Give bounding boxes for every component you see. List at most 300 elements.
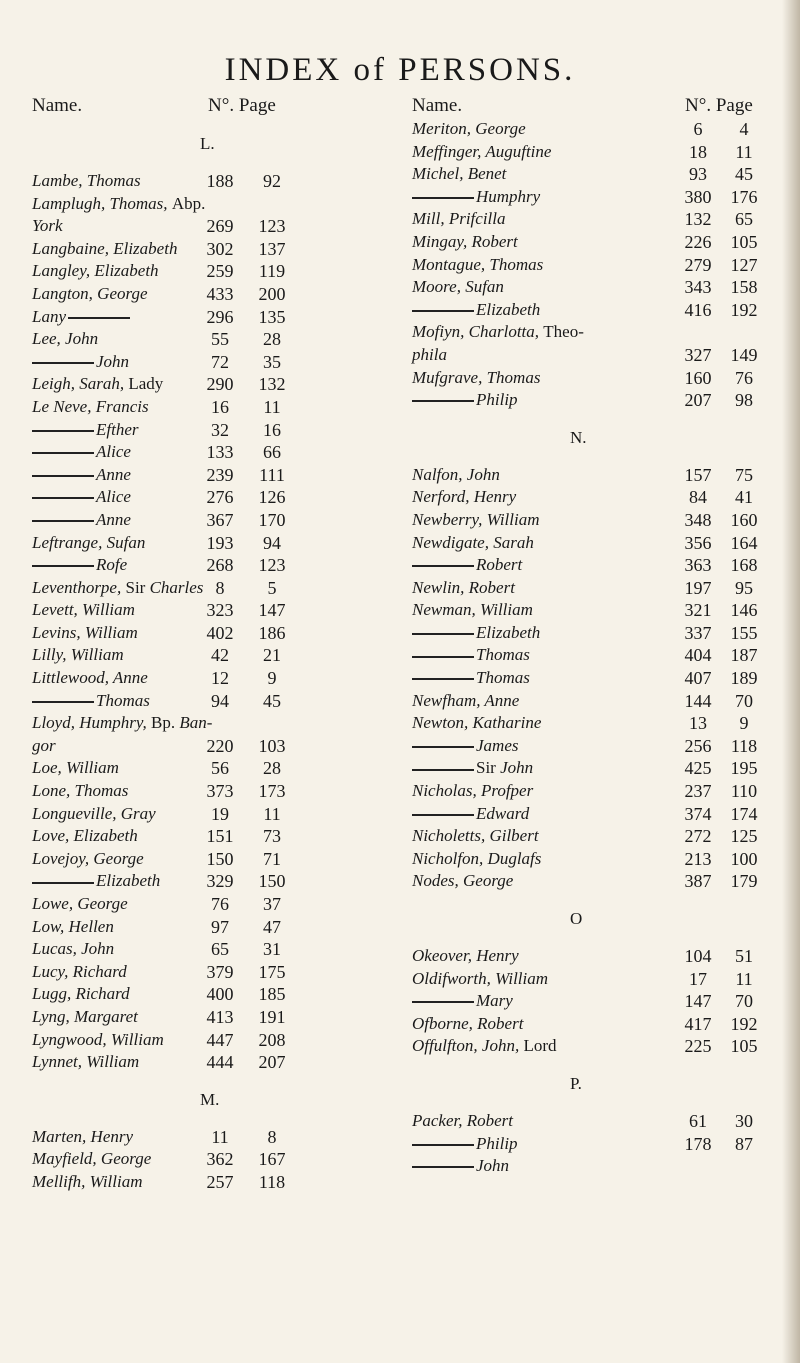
entry-name <box>32 758 119 778</box>
entry-name-text: Newdigate, Sarah <box>412 532 534 552</box>
index-entry <box>0 442 400 465</box>
entry-name <box>32 917 114 937</box>
entry-name <box>32 352 129 372</box>
entry-number: 132 <box>684 209 712 230</box>
index-entry <box>0 239 400 262</box>
entry-number: 178 <box>684 1133 712 1154</box>
index-entry <box>0 194 400 217</box>
entry-page: 28 <box>263 329 281 350</box>
entry-number: 17 <box>689 968 707 989</box>
entry-page: 98 <box>735 390 753 411</box>
index-entry <box>0 1052 400 1075</box>
entry-page: 179 <box>730 871 758 892</box>
entry-number: 327 <box>684 344 712 365</box>
index-entry <box>400 600 800 623</box>
entry-page: 28 <box>263 758 281 779</box>
ditto-dash <box>412 197 474 199</box>
left-column <box>0 95 400 1195</box>
index-entry <box>400 804 800 827</box>
entry-number: 239 <box>206 464 234 485</box>
entry-name-text: Nalfon, John <box>412 464 500 484</box>
entry-name <box>412 1156 509 1176</box>
entry-number: 257 <box>206 1171 234 1192</box>
index-entry <box>400 826 800 849</box>
entry-number: 72 <box>211 351 229 372</box>
entry-name-text: Mufgrave, Thomas <box>412 367 541 387</box>
ditto-dash <box>32 452 94 454</box>
page-title: INDEX of PERSONS. <box>224 52 576 88</box>
entry-name-text: Lone, Thomas <box>32 781 129 801</box>
entry-page: 187 <box>730 645 758 666</box>
entry-name <box>412 277 504 297</box>
entry-page: 30 <box>735 1110 753 1131</box>
entry-name-text: Offulfton, John, <box>412 1036 520 1056</box>
entry-name-text: Elizabeth <box>476 622 541 642</box>
entry-number: 290 <box>206 374 234 395</box>
entry-name-text: Elizabeth <box>476 299 541 319</box>
entry-number: 272 <box>684 826 712 847</box>
index-entry <box>0 826 400 849</box>
entry-name-text: Loe, William <box>32 758 119 778</box>
ditto-dash <box>412 814 474 816</box>
index-entry <box>0 917 400 940</box>
entry-page: 45 <box>735 164 753 185</box>
entry-name <box>32 1149 151 1169</box>
entry-name <box>32 216 63 236</box>
index-entry <box>0 374 400 397</box>
entry-page: 9 <box>267 668 277 689</box>
entry-name <box>32 284 148 304</box>
entry-number: 213 <box>684 848 712 869</box>
entry-name <box>32 781 128 801</box>
section-letter <box>400 413 800 465</box>
ditto-dash <box>412 633 474 635</box>
entry-name-text: Elizabeth <box>96 871 161 891</box>
entry-name <box>412 209 506 229</box>
ditto-dash <box>412 565 474 567</box>
entry-name-text: Mingay, Robert <box>412 231 518 251</box>
index-entry <box>0 465 400 488</box>
index-entry <box>0 758 400 781</box>
entry-name-text: Lynnet, William <box>32 1052 140 1072</box>
entry-number: 296 <box>206 306 234 327</box>
entry-name-text: Philip <box>476 1133 518 1153</box>
entry-name <box>412 119 526 139</box>
entry-name <box>412 946 519 966</box>
entry-name <box>32 984 130 1004</box>
entry-name <box>412 232 518 252</box>
index-entry <box>400 255 800 278</box>
entry-number: 367 <box>206 509 234 530</box>
ditto-dash <box>412 746 474 748</box>
entry-page: 158 <box>730 277 758 298</box>
index-entry <box>400 578 800 601</box>
entry-number: 197 <box>684 577 712 598</box>
entry-page: 11 <box>735 141 753 162</box>
right-column <box>400 95 800 1179</box>
entry-number: 323 <box>206 600 234 621</box>
entry-name-text: Mayfield, George <box>32 1149 152 1169</box>
index-entry <box>0 1172 400 1195</box>
entry-name <box>412 1036 557 1056</box>
entry-name-text: Langbaine, Elizabeth <box>32 238 178 258</box>
entry-number: 8 <box>215 577 225 598</box>
entry-number: 104 <box>684 946 712 966</box>
entry-page: 16 <box>263 419 281 440</box>
ditto-dash <box>32 701 94 703</box>
entry-name-text: Love, Elizabeth <box>32 826 138 846</box>
entry-page: 195 <box>730 758 758 779</box>
entry-name-text: Anne <box>96 509 131 529</box>
entry-name <box>32 239 177 259</box>
entry-number: 18 <box>689 141 707 162</box>
entry-number: 276 <box>206 487 234 508</box>
entry-name <box>32 194 205 214</box>
entry-page: 192 <box>730 299 758 320</box>
entry-number: 407 <box>684 668 712 689</box>
entry-name <box>32 555 127 575</box>
index-entry <box>0 555 400 578</box>
entry-number: 268 <box>206 555 234 576</box>
entry-page: 47 <box>263 916 281 937</box>
entry-page: 192 <box>730 1013 758 1034</box>
index-entry <box>400 300 800 323</box>
entry-page: 185 <box>258 984 286 1005</box>
entry-name-text: John <box>96 351 130 371</box>
entry-number: 56 <box>211 758 229 779</box>
entry-number: 433 <box>206 283 234 304</box>
entry-name <box>412 713 541 733</box>
entry-name <box>32 533 145 553</box>
entry-name <box>412 600 533 620</box>
entry-name-text: Charles <box>149 577 204 597</box>
entry-name <box>412 691 519 711</box>
entry-name-text: Le Neve, Francis <box>32 396 149 416</box>
entry-name-text: Newberry, William <box>412 509 540 529</box>
entry-page: 174 <box>730 803 758 824</box>
entry-number: 65 <box>211 939 229 960</box>
entry-name <box>32 487 131 507</box>
entry-page: 11 <box>263 396 281 417</box>
index-entry <box>400 1111 800 1134</box>
entry-name <box>412 645 530 665</box>
index-entry <box>400 533 800 556</box>
entry-page: 170 <box>258 509 286 530</box>
entry-number: 425 <box>684 758 712 779</box>
entry-name-text: Mary <box>476 991 513 1011</box>
entry-number: 94 <box>211 690 229 711</box>
entry-page: 208 <box>258 1029 286 1050</box>
page-edge-shadow <box>782 0 800 1363</box>
index-entry <box>0 962 400 985</box>
entry-page: 110 <box>730 781 758 802</box>
entry-name <box>32 668 148 688</box>
ditto-dash <box>32 882 94 884</box>
entry-name-text: Nerford, Henry <box>412 487 517 507</box>
entry-name-text: Nodes, George <box>412 871 514 891</box>
entry-number: 16 <box>211 396 229 417</box>
entry-title: Bp. <box>151 713 176 733</box>
entry-number: 42 <box>211 645 229 666</box>
ditto-dash <box>412 1166 474 1168</box>
entry-name-text: York <box>32 216 63 236</box>
index-entry <box>400 1014 800 1037</box>
entry-page: 167 <box>258 1149 286 1170</box>
entry-page: 118 <box>730 735 758 756</box>
entry-name-text: Ofborne, Robert <box>412 1013 524 1033</box>
entry-number: 133 <box>206 442 234 463</box>
entry-name <box>412 533 534 553</box>
entry-name-text: Mill, Prifcilla <box>412 209 506 229</box>
entry-name-text: Edward <box>476 803 530 823</box>
index-entry <box>400 119 800 142</box>
entry-number: 6 <box>693 119 703 139</box>
entry-name-text: Littlewood, Anne <box>32 668 148 688</box>
entry-number: 447 <box>206 1029 234 1050</box>
entry-name <box>32 962 127 982</box>
entry-name <box>32 1030 164 1050</box>
entry-name-text: Langley, Elizabeth <box>32 261 159 281</box>
entry-page: 123 <box>258 216 286 237</box>
entry-page: 71 <box>263 848 281 869</box>
entry-name <box>412 804 529 824</box>
entry-page: 191 <box>258 1006 286 1027</box>
index-entry <box>0 397 400 420</box>
entry-name-text: Langton, George <box>32 283 148 303</box>
entry-name-text: Packer, Robert <box>412 1110 514 1130</box>
index-entry <box>400 487 800 510</box>
entry-name-text: Michel, Benet <box>412 164 507 184</box>
entry-name <box>412 623 540 643</box>
entry-name-text: Lilly, William <box>32 645 124 665</box>
entry-name <box>32 171 141 191</box>
index-entry <box>0 781 400 804</box>
entry-number: 61 <box>689 1110 707 1131</box>
entry-name <box>412 991 513 1011</box>
ditto-dash <box>32 362 94 364</box>
entry-number: 13 <box>689 713 707 734</box>
entry-page: 175 <box>258 961 286 982</box>
entry-page: 75 <box>735 464 753 485</box>
entry-name <box>412 849 541 869</box>
entry-title: Sir <box>476 758 496 778</box>
entry-page: 37 <box>263 894 281 914</box>
entry-name <box>32 307 132 327</box>
entry-page: 168 <box>730 555 758 576</box>
entry-page: 8 <box>267 1126 277 1147</box>
entry-name-text: Moore, Sufan <box>412 277 504 297</box>
entry-name <box>32 600 135 620</box>
index-entry <box>400 465 800 488</box>
entry-name <box>32 510 131 530</box>
entry-name-text: Lloyd, Humphry, <box>32 713 147 733</box>
entry-title: Theo- <box>543 322 584 342</box>
entry-name <box>412 510 540 530</box>
entry-name-text: Nicholas, Profper <box>412 781 534 801</box>
index-entry <box>0 804 400 827</box>
index-entry <box>0 307 400 330</box>
section-label: M. <box>200 1089 220 1109</box>
index-entry <box>0 261 400 284</box>
index-entry <box>400 946 800 969</box>
entry-page: 31 <box>263 939 281 960</box>
entry-name <box>412 826 539 846</box>
entry-name <box>32 736 56 756</box>
index-entry <box>400 277 800 300</box>
section-label: L. <box>200 134 215 153</box>
entry-page: 160 <box>730 509 758 530</box>
entry-name-text: Oldifworth, William <box>412 968 549 988</box>
section-letter <box>0 119 400 171</box>
entry-name-text: Newton, Katharine <box>412 713 542 733</box>
entry-number: 373 <box>206 781 234 802</box>
section-label: P. <box>570 1073 582 1093</box>
entry-name <box>412 487 516 507</box>
index-entry <box>0 216 400 239</box>
entry-name-text: Newlin, Robert <box>412 577 515 597</box>
index-entry <box>0 691 400 714</box>
entry-name-text: Alice <box>96 487 131 507</box>
entry-page: 146 <box>730 600 758 621</box>
entry-name-text: Leventhorpe, <box>32 577 122 597</box>
entry-number: 97 <box>211 916 229 937</box>
entry-page: 164 <box>730 532 758 553</box>
entry-page: 135 <box>258 306 286 327</box>
entry-page: 111 <box>259 464 285 485</box>
entry-number: 363 <box>684 555 712 576</box>
entry-name <box>412 1014 523 1034</box>
index-entry <box>0 849 400 872</box>
entry-number: 321 <box>684 600 712 621</box>
index-entry <box>0 487 400 510</box>
entry-name <box>32 374 163 394</box>
entry-name <box>32 871 160 891</box>
index-entry <box>0 510 400 533</box>
entry-number: 302 <box>206 238 234 259</box>
entry-number: 151 <box>206 826 234 847</box>
entry-number: 444 <box>206 1052 234 1073</box>
index-entry <box>0 420 400 443</box>
entry-name <box>412 668 530 688</box>
index-entry <box>400 736 800 759</box>
entry-page: 73 <box>263 826 281 847</box>
ditto-dash <box>412 1144 474 1146</box>
entry-number: 220 <box>206 735 234 756</box>
ditto-dash <box>32 565 94 567</box>
index-entry <box>0 713 400 736</box>
ditto-dash <box>412 678 474 680</box>
entry-page: 11 <box>263 803 281 824</box>
entry-name <box>32 1127 133 1147</box>
entry-name <box>412 465 500 485</box>
entry-page: 118 <box>258 1171 286 1192</box>
index-entry <box>0 284 400 307</box>
entry-number: 416 <box>684 299 712 320</box>
ditto-dash <box>32 497 94 499</box>
entry-page: 9 <box>739 713 749 734</box>
entry-number: 329 <box>206 871 234 892</box>
entry-name-text: Robert <box>476 555 523 575</box>
entry-number: 417 <box>684 1013 712 1034</box>
index-entry <box>0 736 400 759</box>
index-entry <box>0 871 400 894</box>
entry-name <box>412 555 522 575</box>
entry-title: Abp. <box>171 193 206 213</box>
entry-title: Lord <box>523 1036 557 1056</box>
ditto-dash <box>32 475 94 477</box>
index-entry <box>400 555 800 578</box>
section-letter <box>400 1059 800 1111</box>
entry-name-text: Lamplugh, Thomas, <box>32 193 168 213</box>
entry-page: 4 <box>739 119 749 139</box>
index-entry <box>400 691 800 714</box>
entry-name-text: Anne <box>96 464 131 484</box>
entry-name <box>32 261 159 281</box>
entry-name <box>412 300 540 320</box>
entry-page: 95 <box>735 577 753 598</box>
index-entry <box>0 939 400 962</box>
entry-name <box>32 826 138 846</box>
entry-page: 76 <box>735 367 753 388</box>
entry-number: 144 <box>684 690 712 711</box>
entry-page: 105 <box>730 1036 758 1057</box>
index-entry <box>400 758 800 781</box>
entry-number: 193 <box>206 532 234 553</box>
entry-name-text: Meriton, George <box>412 119 526 138</box>
entry-page: 87 <box>735 1133 753 1154</box>
entry-number: 157 <box>684 464 712 485</box>
entry-page: 127 <box>730 254 758 275</box>
index-entry <box>0 645 400 668</box>
entry-page: 70 <box>735 690 753 711</box>
entry-name-text: Lyngwood, William <box>32 1029 164 1049</box>
entry-number: 147 <box>684 991 712 1012</box>
entry-name-text: Lovejoy, George <box>32 848 144 868</box>
column-header <box>0 95 400 119</box>
entry-page: 173 <box>258 781 286 802</box>
entry-name-text: gor <box>32 735 56 755</box>
entry-name <box>32 329 98 349</box>
entry-number: 269 <box>206 216 234 237</box>
entry-name-text: Thomas <box>476 668 530 688</box>
entry-number: 402 <box>206 622 234 643</box>
entry-page: 105 <box>730 231 758 252</box>
entry-name <box>32 465 131 485</box>
entry-page: 189 <box>730 668 758 689</box>
index-entry <box>0 171 400 194</box>
entry-name-text: Lucy, Richard <box>32 961 127 981</box>
entry-number: 93 <box>689 164 707 185</box>
section-label: O <box>570 909 583 928</box>
entry-page: 5 <box>267 577 277 598</box>
entry-name <box>32 645 124 665</box>
entry-name <box>412 368 540 388</box>
entry-name <box>412 187 540 207</box>
entry-name-text: Levett, William <box>32 600 135 620</box>
entry-name <box>32 1052 139 1072</box>
entry-name-text: Lee, John <box>32 329 99 349</box>
entry-name-text: Leftrange, Sufan <box>32 532 146 552</box>
entry-number: 84 <box>689 487 707 508</box>
entry-number: 348 <box>684 509 712 530</box>
entry-number: 400 <box>206 984 234 1005</box>
entry-title: Lady <box>128 374 164 394</box>
entry-name-text: Thomas <box>476 645 530 665</box>
entry-name <box>412 736 518 756</box>
entry-name-text: Montague, Thomas <box>412 254 544 274</box>
ditto-dash <box>412 310 474 312</box>
entry-name-text: Lany <box>32 306 66 326</box>
